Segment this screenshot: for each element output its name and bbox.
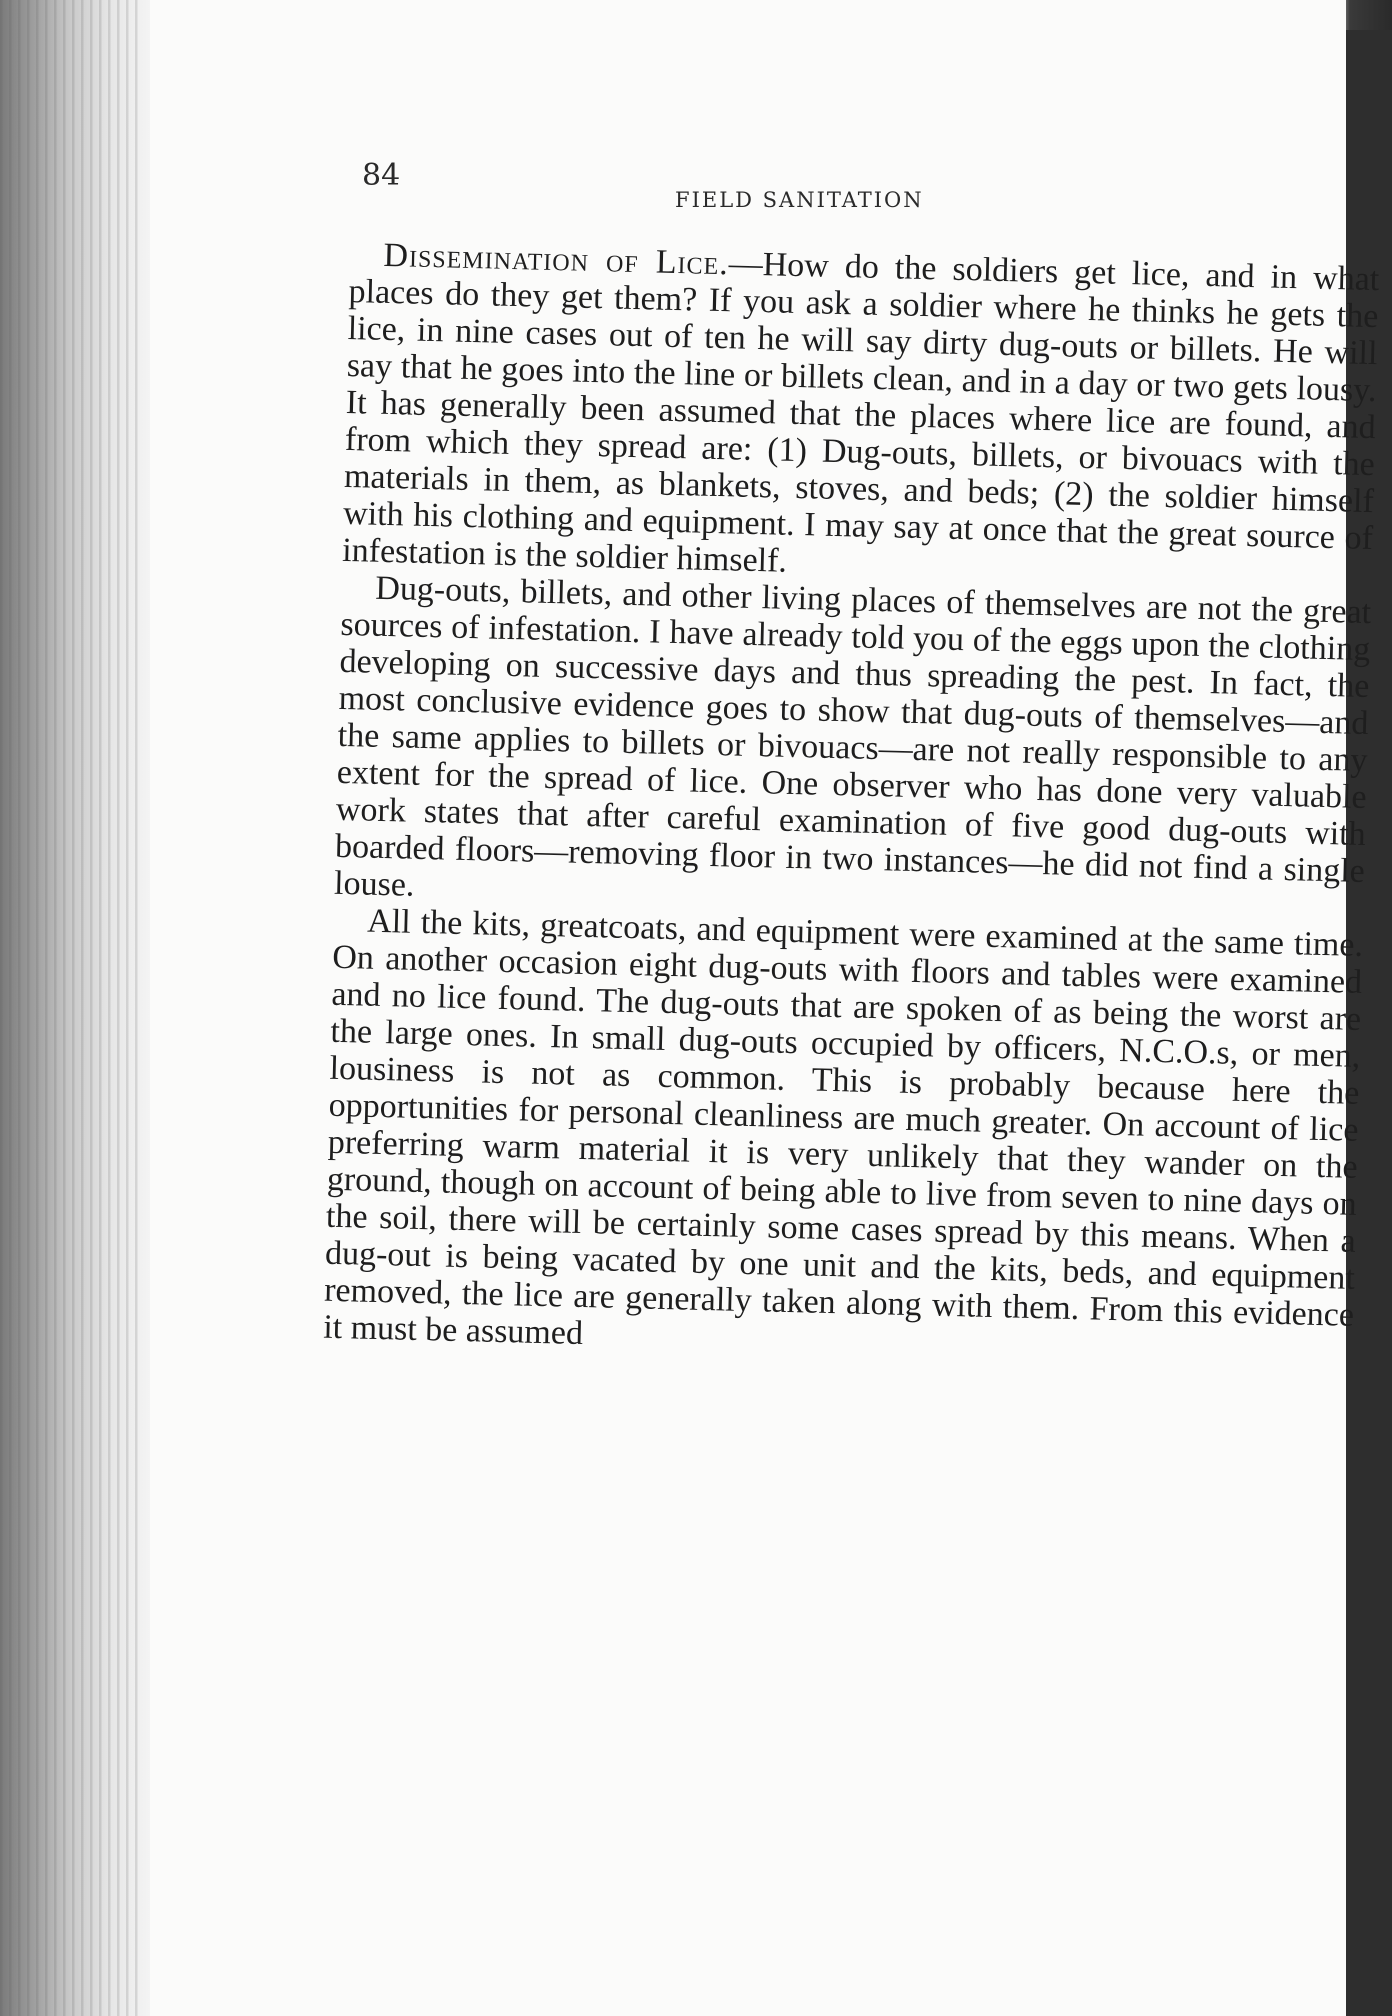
paragraph-dissemination: [342, 236, 1380, 594]
book-binding-edge: [0, 0, 140, 2016]
body-text: [323, 236, 1380, 1371]
running-head: FIELD SANITATION: [675, 188, 924, 212]
book-page: [150, 0, 1380, 2016]
page-number: 84: [362, 158, 401, 193]
paragraph-2: Dug-outs, billets, and other living places of themselves are not the great sources of infestation. I have already told you of the eggs upon the clothing developing on successive days and thus spreading the pest. In fact, the most conclusive evidence goes to show that dug-outs of themselves—and the same applies to billets or bivouacs—are not really responsible to any extent for the spread of lice. One observer who has done very valuable work states that after careful examination of five good dug-outs with boarded floors—removing floor in two instances—he did not find a single louse.: [333, 569, 1372, 904]
paragraph-3: All the kits, greatcoats, and equipment were examined at the same time. On another occasion eight dug-outs with floors and tables were examined and no lice found. The dug-outs that are spoken of as being the worst are the large ones. In small dug-outs occupied by officers, N.C.O.s, or men, lousiness is not as common. This is probably because here the opportunities for personal cleanliness are much greater. On account of lice preferring warm material it is very unlikely that they wander on the ground, though on account of being able to live from seven to nine days on the soil, there will be certainly some cases spread by this means. When a dug-out is being vacated by one unit and the kits, beds, and equipment removed, the lice are generally taken along with them. From this evidence it must be assumed: [322, 902, 1364, 1353]
page-header: [150, 150, 1346, 220]
paragraph-1-text: —How do the soldiers get lice, and in what places do they get them? If you ask a soldier where he thinks he gets the lice, in nine cases out of ten he will say dirty dug-outs or billets. He will say that he goes into the line or billets clean, and in a day or two gets lousy. It has generally been assumed that the places where lice are found, and from which they spread are: (1) Dug-outs, billets, or bivouacs with the materials in them, as blankets, stoves, and beds; (2) the soldier himself with his clothing and equipment. I may say at once that the great source of infestation is the soldier himself.: [341, 245, 1380, 580]
section-heading: Dissemination of Lice.: [383, 236, 730, 283]
